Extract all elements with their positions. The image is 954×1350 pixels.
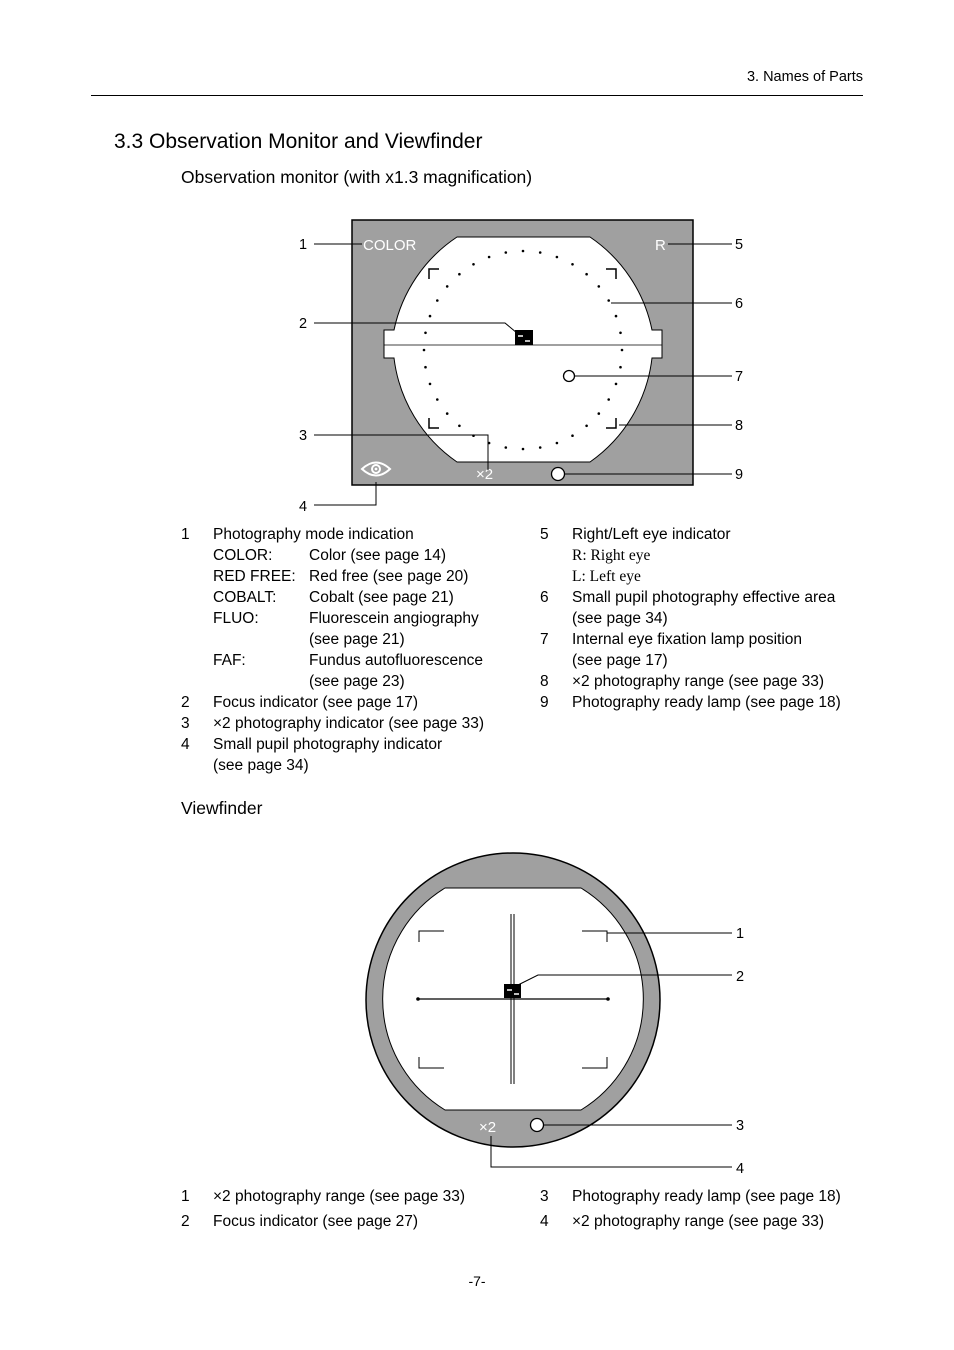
pupil-area-dot [472, 263, 475, 266]
legend-subitem: FAF: Fundus autofluorescence [213, 652, 484, 669]
pupil-area-dot [505, 251, 508, 254]
line-end-dot [416, 997, 420, 1001]
callout-1: 1 [299, 237, 308, 253]
pupil-area-dot [446, 412, 449, 415]
pupil-area-dot [598, 412, 601, 415]
legend-item: (see page 34) [213, 757, 309, 774]
pupil-area-dot [522, 448, 525, 451]
mode-label: COLOR [363, 237, 417, 254]
legend-item: 9 Photography ready lamp (see page 18) [540, 694, 841, 711]
callout-6: 6 [735, 296, 744, 312]
vf-callout-1: 1 [736, 926, 745, 942]
legend-subitem: RED FREE: Red free (see page 20) [213, 568, 469, 585]
legend-item: 8 ×2 photography range (see page 33) [540, 673, 825, 690]
legend-subitem: COBALT: Cobalt (see page 21) [213, 589, 454, 606]
pupil-area-dot [458, 273, 461, 276]
callout-3: 3 [299, 428, 308, 444]
pupil-area-dot [598, 285, 601, 288]
legend-item: 1 Photography mode indication [181, 526, 414, 543]
fundus-view-area [384, 237, 662, 462]
pupil-area-dot [423, 349, 426, 352]
ready-lamp [531, 1119, 544, 1132]
viewfinder-callout-numbers [736, 926, 744, 1177]
legend-item: 6 Small pupil photography effective area [540, 589, 836, 606]
line-end-dot [606, 997, 610, 1001]
pupil-area-dot [429, 383, 432, 386]
legend-item: (see page 17) [572, 652, 668, 669]
x2-indicator-label: ×2 [479, 1119, 497, 1136]
legend-item: 1 ×2 photography range (see page 33) [181, 1188, 466, 1205]
pupil-area-dot [585, 273, 588, 276]
legend-subitem: L: Left eye [572, 568, 641, 585]
legend-item: (see page 34) [572, 610, 668, 627]
legend-item: 4 Small pupil photography indicator [181, 736, 443, 753]
vf-callout-2: 2 [736, 969, 745, 985]
viewfinder-legend-left [181, 1188, 521, 1238]
pupil-area-dot [488, 256, 491, 259]
pupil-area-dot [458, 425, 461, 428]
callout-7: 7 [735, 369, 744, 385]
legend-subitem: (see page 21) [309, 631, 405, 648]
monitor-legend-left [181, 524, 521, 776]
fixation-lamp-marker [564, 371, 575, 382]
pupil-area-dot [585, 425, 588, 428]
eye-label: R [655, 237, 666, 254]
pupil-area-dot [522, 250, 525, 253]
legend-item: 5 Right/Left eye indicator [540, 526, 731, 543]
vf-callout-4: 4 [736, 1161, 745, 1177]
callout-9: 9 [735, 467, 744, 483]
legend-item: 2 Focus indicator (see page 17) [181, 694, 419, 711]
pupil-area-dot [607, 299, 610, 302]
pupil-area-dot [429, 315, 432, 318]
legend-subitem: COLOR: Color (see page 14) [213, 547, 446, 564]
pupil-area-dot [615, 315, 618, 318]
section-title: 3.3 Observation Monitor and Viewfinder [114, 130, 483, 153]
legend-item: 3 Photography ready lamp (see page 18) [540, 1188, 841, 1205]
pupil-area-dot [539, 251, 542, 254]
callout-8: 8 [735, 418, 744, 434]
legend-item: 2 Focus indicator (see page 27) [181, 1213, 419, 1230]
pupil-area-dot [424, 366, 427, 369]
pupil-area-dot [539, 446, 542, 449]
pupil-area-dot [505, 446, 508, 449]
pupil-area-dot [436, 299, 439, 302]
pupil-area-dot [621, 349, 624, 352]
vf-callout-3: 3 [736, 1118, 745, 1134]
pupil-area-dot [556, 442, 559, 445]
callout-2: 2 [299, 316, 308, 332]
viewfinder-diagram [0, 840, 954, 1180]
running-header: 3. Names of Parts [746, 69, 863, 85]
page-number: -7- [468, 1273, 486, 1289]
pupil-area-dot [619, 332, 622, 335]
viewfinder-legend-right [540, 1188, 870, 1238]
legend-subitem: FLUO: Fluorescein angiography [213, 610, 479, 627]
legend-subitem: (see page 23) [309, 673, 405, 690]
legend-item: 7 Internal eye fixation lamp position [540, 631, 803, 648]
ready-lamp [552, 468, 565, 481]
focus-indicator-icon [515, 330, 533, 345]
pupil-area-dot [446, 285, 449, 288]
observation-monitor-diagram [0, 0, 954, 530]
legend-item: 4 ×2 photography range (see page 33) [540, 1213, 825, 1230]
pupil-area-dot [571, 263, 574, 266]
pupil-area-dot [424, 332, 427, 335]
pupil-area-dot [436, 398, 439, 401]
pupil-area-dot [619, 366, 622, 369]
x2-indicator-label: ×2 [476, 466, 494, 483]
pupil-area-dot [571, 434, 574, 437]
callout-5: 5 [735, 237, 744, 253]
pupil-area-dot [607, 398, 610, 401]
pupil-area-dot [556, 256, 559, 259]
viewfinder-subtitle: Viewfinder [181, 798, 263, 818]
legend-item: 3 ×2 photography indicator (see page 33) [181, 715, 485, 732]
monitor-subtitle: Observation monitor (with x1.3 magnification) [181, 167, 533, 187]
pupil-area-dot [615, 383, 618, 386]
legend-subitem: R: Right eye [572, 547, 651, 564]
monitor-legend-right [540, 524, 870, 713]
focus-indicator-icon [504, 984, 521, 998]
callout-4: 4 [299, 499, 308, 515]
